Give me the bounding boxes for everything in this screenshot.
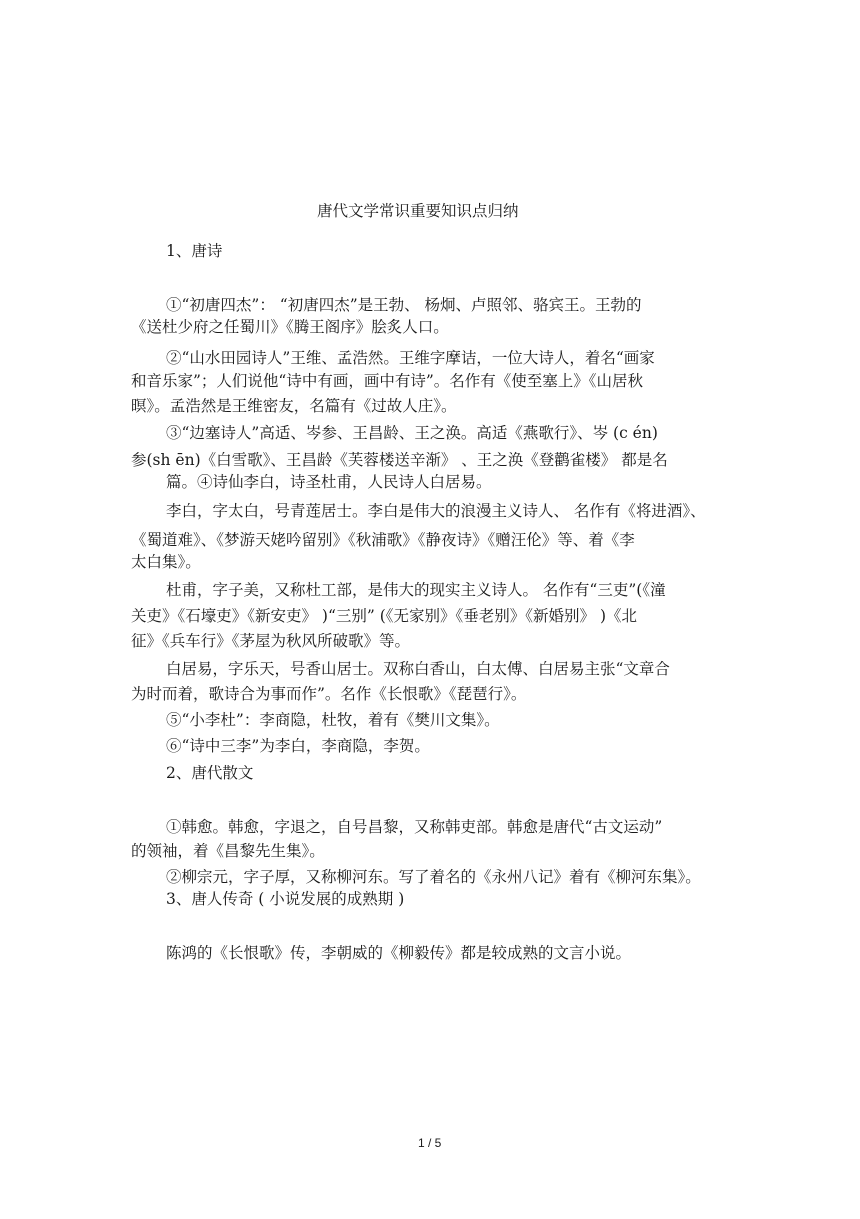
paragraph-line: ②“山水田园诗人”王维、孟浩然。王维字摩诘，一位大诗人，着名“画家: [166, 349, 655, 367]
paragraph-line: 为时而着，歌诗合为事而作”。名作《长恨歌》《琵琶行》。: [131, 685, 527, 703]
paragraph-line: 的领袖，着《昌黎先生集》。: [131, 842, 325, 860]
paragraph-line: 白居易，字乐天，号香山居士。双称白香山，白太傅、白居易主张“文章合: [166, 660, 670, 678]
section-heading-tang-poetry: 1、唐诗: [166, 242, 223, 260]
paragraph-line: 暝》。孟浩然是王维密友，名篇有《过故人庄》。: [131, 397, 457, 415]
paragraph-line: 《蜀道难》、《梦游天姥吟留别》《秋浦歌》《静夜诗》《赠汪伦》等、着《李: [131, 531, 635, 549]
paragraph-line: ⑤“小李杜”：李商隐，杜牧，着有《樊川文集》。: [166, 711, 500, 729]
paragraph-line: 征》《兵车行》《茅屋为秋风所破歌》等。: [131, 632, 411, 650]
paragraph-line: ②柳宗元，字子厚，又称柳河东。写了着名的《永州八记》着有《柳河东集》。: [166, 868, 701, 886]
page-number: 1 / 5: [418, 1136, 442, 1150]
paragraph-line: 和音乐家”；人们说他“诗中有画，画中有诗”。名作有《使至塞上》《山居秋: [131, 372, 644, 390]
paragraph-line: 参(sh ēn)《白雪歌》、王昌龄《芙蓉楼送辛渐》 、王之涣《登鹳雀楼》 都是名: [131, 451, 668, 469]
paragraph-line: 陈鸿的《长恨歌》传，李朝威的《柳毅传》都是较成熟的文言小说。: [166, 944, 632, 962]
paragraph-line: 《送杜少府之任蜀川》《腾王阁序》脍炙人口。: [131, 318, 449, 336]
section-heading-tang-prose: 2、唐代散文: [166, 764, 254, 782]
paragraph-line: 篇。④诗仙李白，诗圣杜甫，人民诗人白居易。: [166, 473, 492, 491]
section-heading-tang-legends: 3、唐人传奇 ( 小说发展的成熟期 ): [166, 890, 405, 908]
paragraph-line: 关吏》《石壕吏》《新安吏》 )“三别” (《无家别》《垂老别》《新婚别》 )《北: [131, 607, 638, 625]
paragraph-line: ③“边塞诗人”高适、岑参、王昌龄、王之涣。高适《燕歌行》、岑 (c én): [166, 424, 658, 442]
paragraph-line: ①韩愈。韩愈，字退之，自号昌黎，又称韩吏部。韩愈是唐代“古文运动”: [166, 818, 663, 836]
paragraph-line: 杜甫，字子美，又称杜工部，是伟大的现实主义诗人。 名作有“三吏”(《潼: [166, 581, 666, 599]
paragraph-line: 李白，字太白，号青莲居士。李白是伟大的浪漫主义诗人、 名作有《将进酒》、: [166, 502, 706, 520]
paragraph-line: ①“初唐四杰”： “初唐四杰”是王勃、 杨炯、卢照邻、骆宾王。王勃的: [166, 296, 642, 314]
document-title: 唐代文学常识重要知识点归纳: [317, 202, 519, 220]
paragraph-line: 太白集》。: [131, 553, 201, 571]
paragraph-line: ⑥“诗中三李”为李白，李商隐，李贺。: [166, 737, 430, 755]
